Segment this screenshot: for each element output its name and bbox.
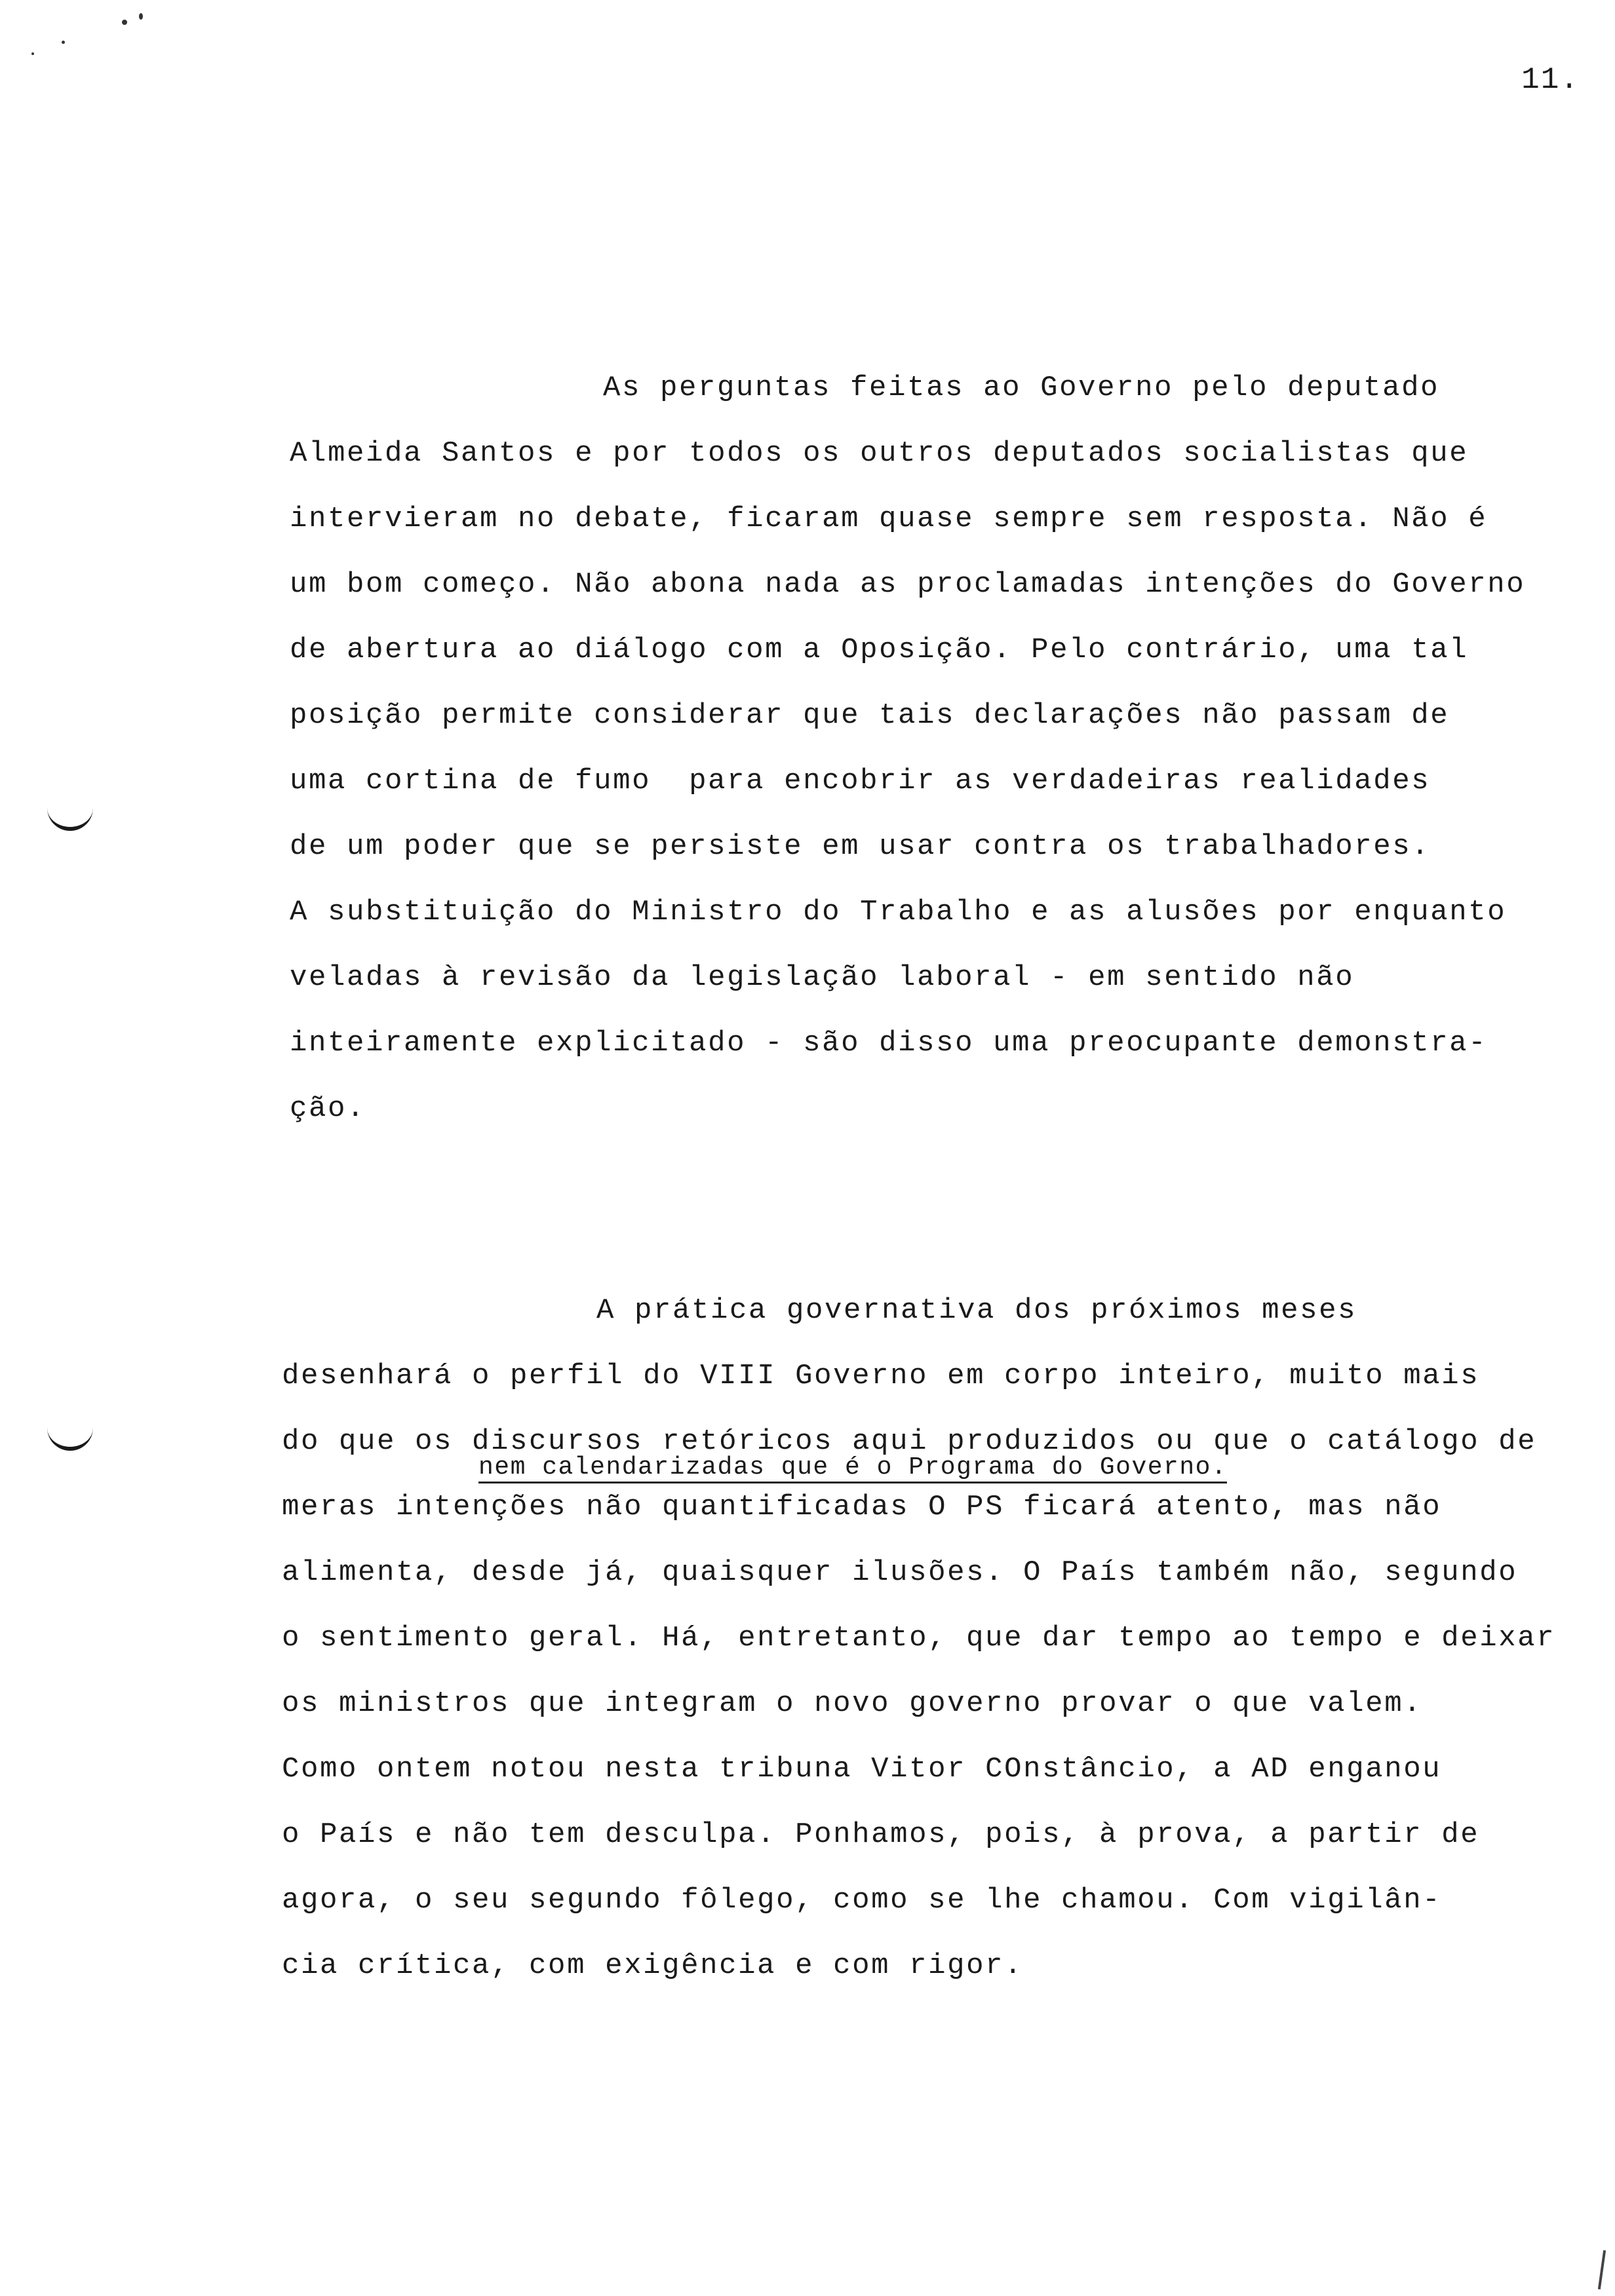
text-line: intervieram no debate, ficaram quase sempre sem resposta. Não é — [290, 503, 1488, 535]
margin-mark — [47, 1421, 93, 1451]
text-line: veladas à revisão da legislação laboral - em sentido não — [290, 961, 1355, 994]
text-line: do que os discursos retóricos aqui produzidos ou que o catálogo de — [282, 1425, 1537, 1458]
edge-mark — [1598, 2250, 1606, 2289]
text-line: de um poder que se persiste em usar contra os trabalhadores. — [290, 830, 1431, 863]
text-line: ção. — [290, 1092, 366, 1125]
text-line: As perguntas feitas ao Governo pelo deputado — [603, 372, 1440, 404]
text-line: posição permite considerar que tais declarações não passam de — [290, 699, 1450, 732]
text-line: os ministros que integram o novo governo provar o que valem. — [282, 1687, 1423, 1720]
text-line: meras intenções não quantificadas O PS ficará atento, mas não — [282, 1491, 1442, 1523]
text-line: de abertura ao diálogo com a Oposição. Pelo contrário, uma tal — [290, 634, 1469, 666]
text-line: Como ontem notou nesta tribuna Vitor COnstâncio, a AD enganou — [282, 1753, 1442, 1786]
page-number: 11. — [1521, 63, 1580, 97]
paper-speck — [31, 52, 34, 55]
text-line: alimenta, desde já, quaisquer ilusões. O País também não, segundo — [282, 1556, 1518, 1589]
paper-speck — [139, 13, 143, 20]
paper-speck — [62, 41, 65, 44]
text-line: agora, o seu segundo fôlego, como se lhe chamou. Com vigilân- — [282, 1884, 1442, 1917]
text-line: uma cortina de fumo para encobrir as verdadeiras realidades — [290, 765, 1431, 797]
text-line: o sentimento geral. Há, entretanto, que dar tempo ao tempo e deixar — [282, 1622, 1556, 1655]
text-line: desenhará o perfil do VIII Governo em corpo inteiro, muito mais — [282, 1360, 1480, 1392]
text-line: um bom começo. Não abona nada as proclamadas intenções do Governo — [290, 568, 1526, 601]
handwritten-insertion: nem calendarizadas que é o Programa do Governo. — [478, 1453, 1227, 1483]
paper-speck — [122, 20, 127, 25]
text-line: Almeida Santos e por todos os outros deputados socialistas que — [290, 437, 1469, 470]
margin-mark — [47, 801, 93, 831]
text-line: cia crítica, com exigência e com rigor. — [282, 1949, 1024, 1982]
text-line: A prática governativa dos próximos meses — [596, 1294, 1357, 1327]
text-line: A substituição do Ministro do Trabalho e as alusões por enquanto — [290, 896, 1507, 928]
text-line: o País e não tem desculpa. Ponhamos, pois, à prova, a partir de — [282, 1818, 1480, 1851]
text-line: inteiramente explicitado - são disso uma preocupante demonstra- — [290, 1027, 1488, 1060]
